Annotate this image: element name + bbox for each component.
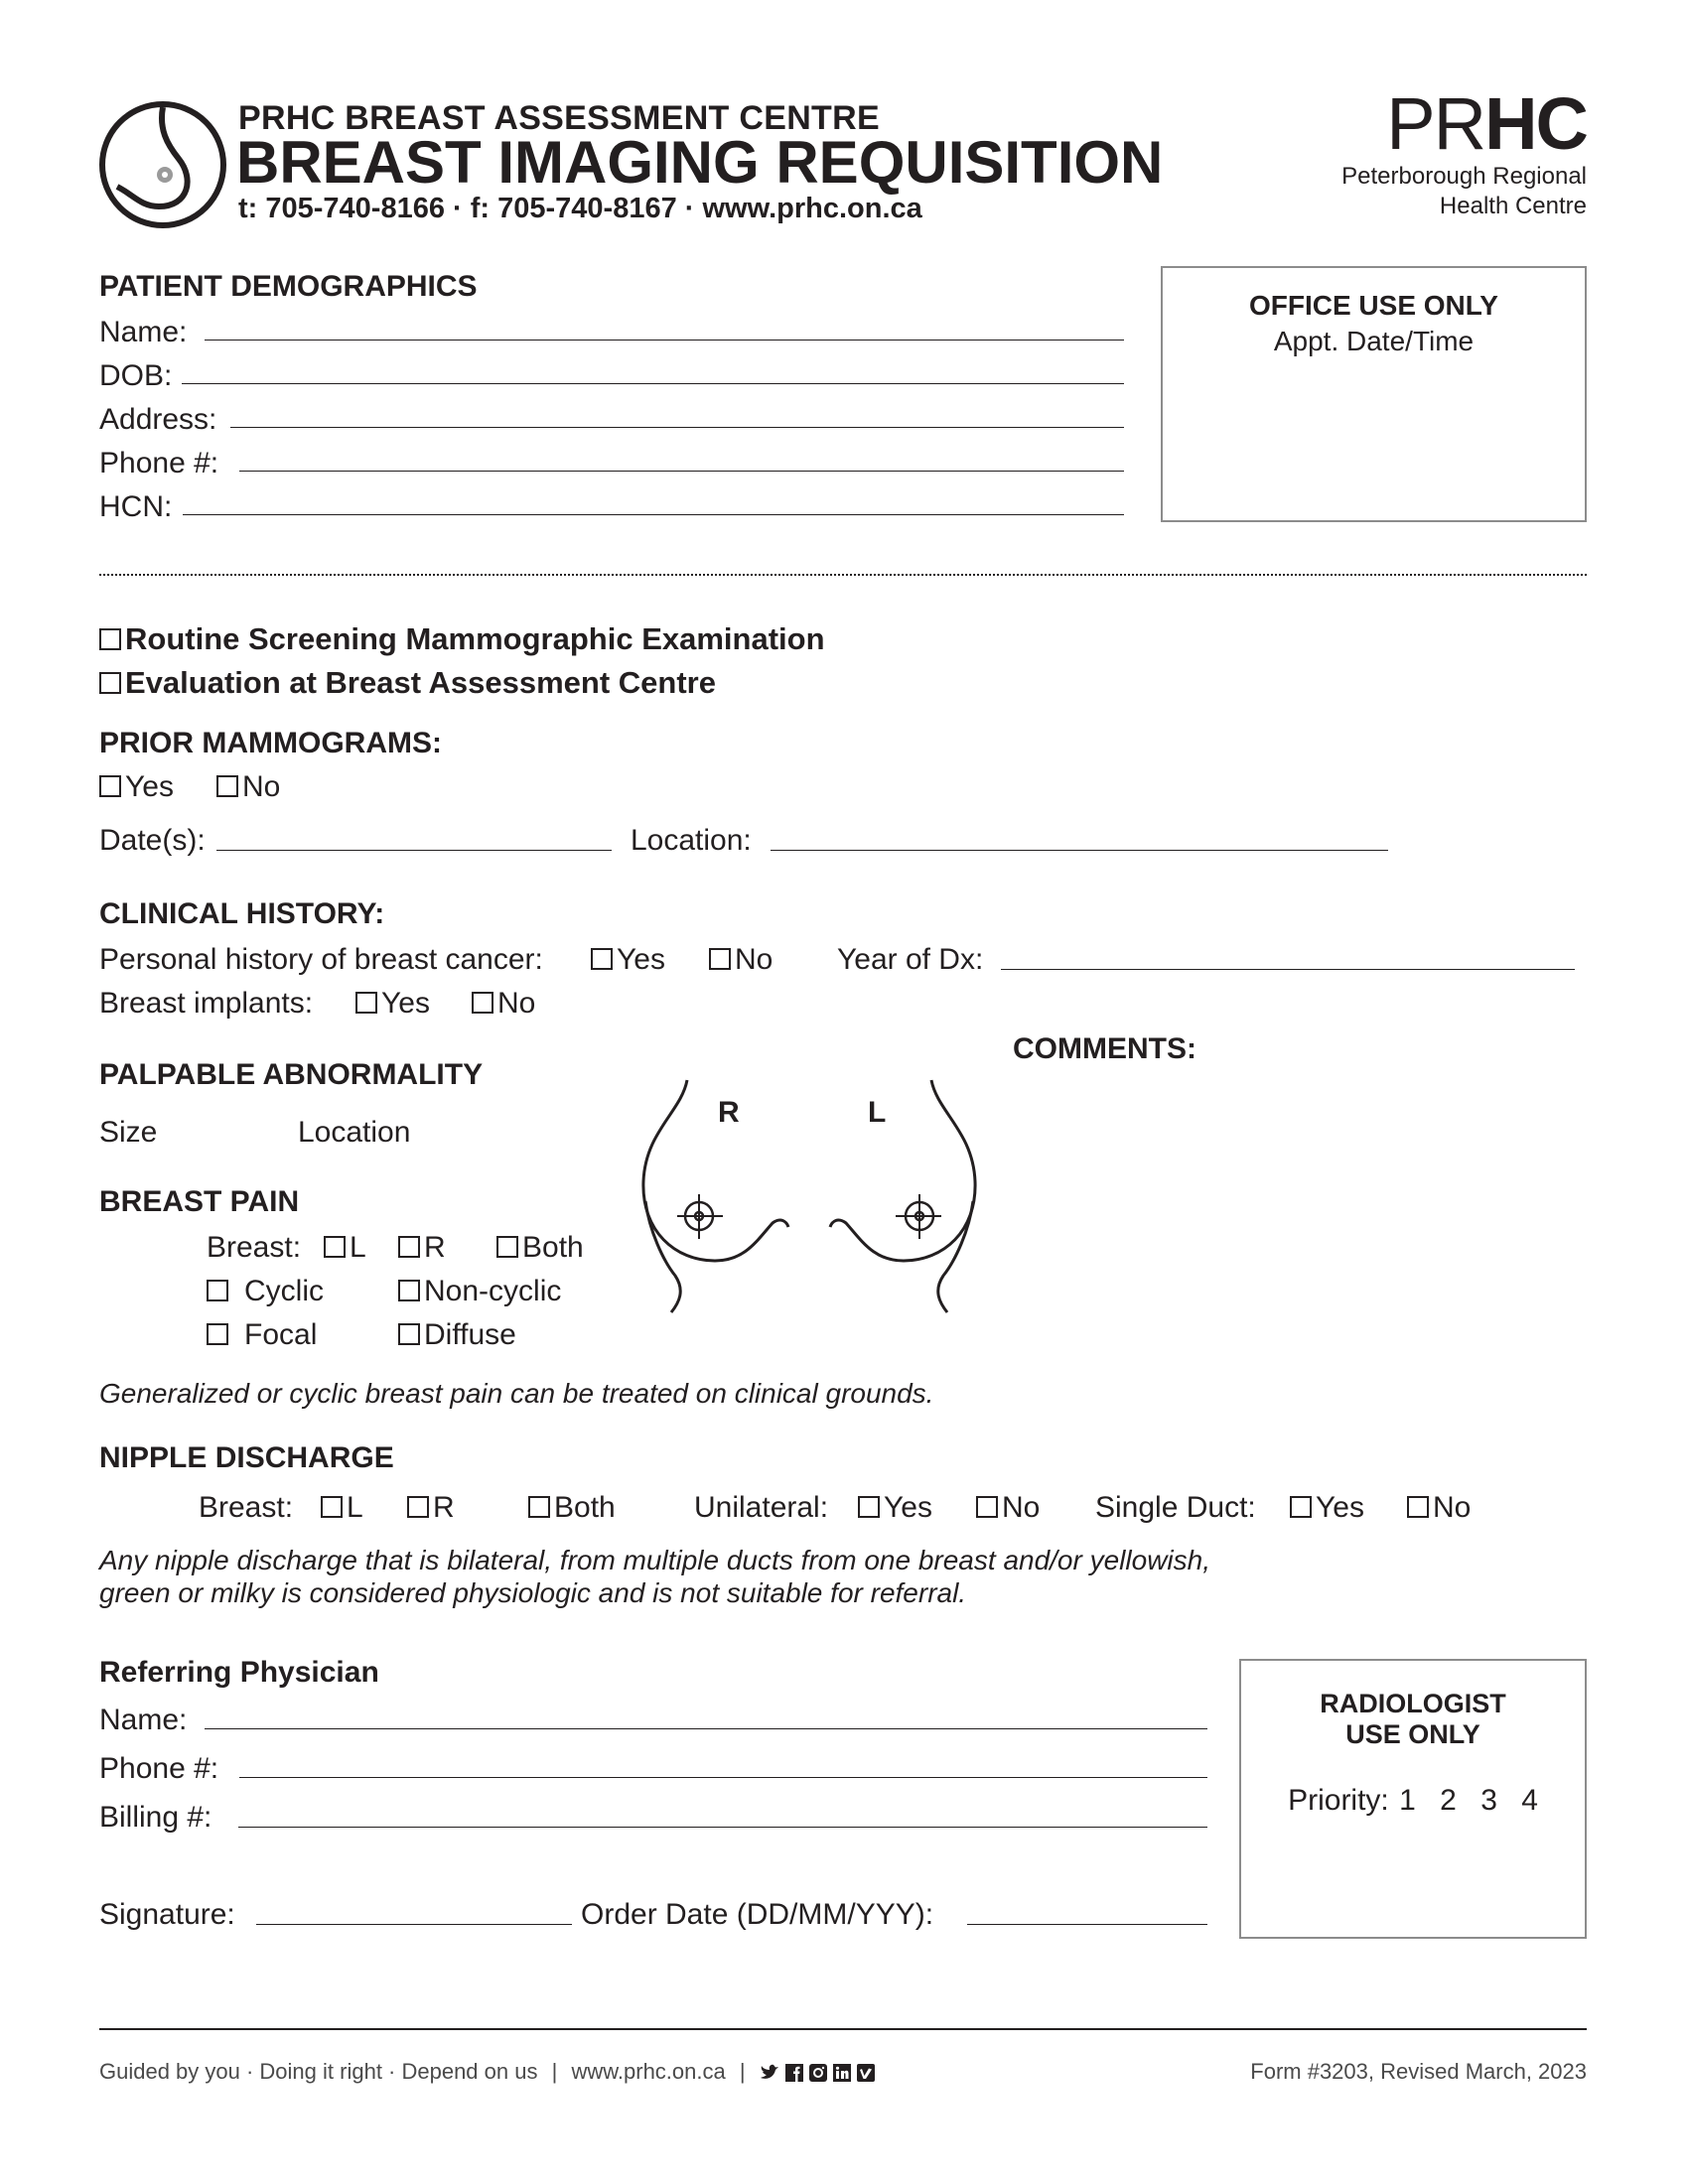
routine-option (99, 621, 825, 657)
prior-heading: PRIOR MAMMOGRAMS: (99, 727, 442, 759)
billing-field[interactable] (238, 1827, 1207, 1828)
pain-r-option (398, 1231, 446, 1265)
unilateral-no-checkbox[interactable] (976, 1496, 998, 1518)
office-use-title: OFFICE USE ONLY (1248, 290, 1498, 321)
unilateral-yes-label: Yes (884, 1491, 932, 1524)
pain-r-label: R (424, 1231, 446, 1264)
palpable-size-label: Size (99, 1116, 158, 1149)
prior-location-field[interactable] (771, 850, 1388, 851)
footer-separator: | (551, 2059, 558, 2084)
right-breast-outline (643, 1080, 788, 1261)
evaluation-option (99, 665, 716, 701)
personal-yes-label: Yes (617, 943, 665, 976)
unilateral-label: Unilateral: (694, 1491, 829, 1524)
discharge-l-label: L (347, 1491, 363, 1524)
personal-no-option (709, 943, 773, 977)
pain-focal-option (207, 1318, 317, 1352)
implants-yes-checkbox[interactable] (355, 992, 377, 1014)
palpable-location-label: Location (298, 1116, 411, 1149)
priority-1[interactable]: 1 (1399, 1784, 1416, 1817)
prior-no-label: No (242, 770, 281, 803)
discharge-r-checkbox[interactable] (407, 1496, 429, 1518)
single-no-checkbox[interactable] (1407, 1496, 1429, 1518)
logo-pr: PR (1386, 82, 1485, 165)
palpable-heading: PALPABLE ABNORMALITY (99, 1058, 484, 1091)
prior-no-option (216, 770, 280, 804)
order-date-label: Order Date (DD/MM/YYY): (581, 1898, 934, 1931)
social-icons (760, 2062, 876, 2088)
pain-cyclic-option (207, 1275, 324, 1308)
prior-dates-field[interactable] (216, 850, 612, 851)
footer-url[interactable]: www.prhc.on.ca (571, 2059, 726, 2084)
prior-yes-label: Yes (125, 770, 174, 803)
logo-sub2: Health Centre (1439, 193, 1587, 219)
pain-both-option (496, 1231, 584, 1265)
pain-both-label: Both (522, 1231, 584, 1264)
pain-l-label: L (350, 1231, 366, 1264)
diagram-r-label: R (718, 1096, 740, 1129)
signature-label: Signature: (99, 1898, 235, 1931)
demographics-heading: PATIENT DEMOGRAPHICS (99, 270, 478, 303)
pain-noncyclic-option (398, 1275, 561, 1308)
pain-note: Generalized or cyclic breast pain can be treated on clinical grounds. (99, 1378, 934, 1409)
priority-4[interactable]: 4 (1521, 1784, 1538, 1817)
name-field[interactable] (205, 340, 1124, 341)
pain-diffuse-label: Diffuse (424, 1318, 516, 1351)
physician-name-field[interactable] (205, 1728, 1207, 1729)
pain-noncyclic-label: Non-cyclic (424, 1275, 562, 1307)
footer-left (99, 2059, 875, 2088)
pain-l-checkbox[interactable] (324, 1236, 346, 1258)
priority-label: Priority: (1288, 1784, 1389, 1817)
form-number: Form #3203, Revised March, 2023 (1250, 2059, 1587, 2084)
form-title: BREAST IMAGING REQUISITION (236, 129, 1164, 196)
prior-yes-option (99, 770, 174, 804)
priority-row (1241, 1784, 1585, 1818)
prior-location-label: Location: (631, 824, 752, 857)
order-date-field[interactable] (967, 1924, 1207, 1925)
unilateral-no-label: No (1002, 1491, 1041, 1524)
pain-focal-label: Focal (244, 1318, 318, 1351)
unilateral-yes-checkbox[interactable] (858, 1496, 880, 1518)
pain-heading: BREAST PAIN (99, 1185, 300, 1218)
signature-field[interactable] (256, 1924, 572, 1925)
physician-heading: Referring Physician (99, 1656, 379, 1689)
pain-l-option (324, 1231, 366, 1265)
implants-no-checkbox[interactable] (472, 992, 493, 1014)
year-dx-field[interactable] (1001, 969, 1575, 970)
org-name: PRHC BREAST ASSESSMENT CENTRE (238, 99, 880, 137)
routine-checkbox[interactable] (99, 628, 121, 650)
implants-yes-option (355, 987, 430, 1021)
physician-phone-label: Phone #: (99, 1752, 219, 1785)
dotted-divider (99, 574, 1587, 576)
physician-phone-field[interactable] (239, 1777, 1207, 1778)
discharge-both-label: Both (554, 1491, 616, 1524)
diagram-l-label: L (868, 1096, 887, 1129)
vimeo-icon[interactable] (857, 2064, 875, 2082)
twitter-icon[interactable] (760, 2064, 779, 2082)
billing-label: Billing #: (99, 1801, 212, 1834)
physician-name-label: Name: (99, 1704, 188, 1736)
single-yes-label: Yes (1316, 1491, 1364, 1524)
pain-r-checkbox[interactable] (398, 1236, 420, 1258)
pain-both-checkbox[interactable] (496, 1236, 518, 1258)
discharge-note-line2: green or milky is considered physiologic and is not suitable for referral. (99, 1577, 967, 1608)
discharge-r-label: R (433, 1491, 455, 1524)
facebook-icon[interactable] (785, 2064, 803, 2082)
radiologist-title-line1: RADIOLOGIST (1320, 1689, 1506, 1718)
pain-breast-label: Breast: (207, 1231, 302, 1264)
address-field[interactable] (230, 427, 1124, 428)
priority-2[interactable]: 2 (1440, 1784, 1457, 1817)
breast-centre-logo (97, 99, 228, 230)
office-use-box (1161, 266, 1587, 522)
implants-yes-label: Yes (381, 987, 430, 1020)
single-duct-label: Single Duct: (1095, 1491, 1256, 1524)
evaluation-checkbox[interactable] (99, 672, 121, 694)
footer-rule (99, 2028, 1587, 2030)
discharge-note-line1: Any nipple discharge that is bilateral, from multiple ducts from one breast and/or yellowish, (99, 1545, 1210, 1575)
single-yes-checkbox[interactable] (1290, 1496, 1312, 1518)
address-label: Address: (99, 403, 217, 436)
pain-diffuse-option (398, 1318, 516, 1352)
linkedin-icon[interactable] (833, 2064, 851, 2082)
hcn-label: HCN: (99, 490, 173, 523)
pain-focal-checkbox[interactable] (207, 1323, 228, 1345)
prior-dates-label: Date(s): (99, 824, 206, 857)
prior-no-checkbox[interactable] (216, 775, 238, 797)
logo-sub1: Peterborough Regional (1341, 163, 1587, 190)
pain-noncyclic-checkbox[interactable] (398, 1280, 420, 1301)
implants-no-option (472, 987, 535, 1021)
breast-diagram (635, 1072, 983, 1320)
discharge-both-option (528, 1491, 616, 1525)
personal-yes-checkbox[interactable] (591, 948, 613, 970)
pain-cyclic-checkbox[interactable] (207, 1280, 228, 1301)
year-dx-label: Year of Dx: (837, 943, 984, 976)
comments-heading: COMMENTS: (1013, 1032, 1196, 1065)
logo-hc: HC (1484, 82, 1587, 165)
footer-separator: | (739, 2059, 746, 2084)
discharge-both-checkbox[interactable] (528, 1496, 550, 1518)
phone-label: Phone #: (99, 447, 219, 479)
discharge-r-option (407, 1491, 455, 1525)
routine-label: Routine Screening Mammographic Examination (125, 621, 825, 656)
discharge-l-checkbox[interactable] (321, 1496, 343, 1518)
dob-field[interactable] (182, 383, 1124, 384)
prior-yes-checkbox[interactable] (99, 775, 121, 797)
clinical-heading: CLINICAL HISTORY: (99, 897, 385, 930)
discharge-breast-label: Breast: (199, 1491, 294, 1524)
discharge-heading: NIPPLE DISCHARGE (99, 1441, 394, 1474)
prhc-logo (1341, 82, 1587, 220)
discharge-l-option (321, 1491, 363, 1525)
pain-diffuse-checkbox[interactable] (398, 1323, 420, 1345)
personal-history-label: Personal history of breast cancer: (99, 943, 543, 976)
phone-field[interactable] (239, 471, 1124, 472)
radiologist-title-line2: USE ONLY (1345, 1719, 1480, 1749)
appt-label: Appt. Date/Time (1273, 326, 1475, 356)
implants-label: Breast implants: (99, 987, 314, 1020)
personal-no-label: No (735, 943, 774, 976)
dob-label: DOB: (99, 359, 173, 392)
instagram-icon[interactable] (809, 2064, 827, 2082)
priority-3[interactable]: 3 (1480, 1784, 1497, 1817)
name-label: Name: (99, 316, 188, 348)
single-yes-option (1290, 1491, 1364, 1525)
radiologist-box (1239, 1659, 1587, 1939)
pain-cyclic-label: Cyclic (244, 1275, 324, 1307)
single-no-label: No (1433, 1491, 1472, 1524)
single-no-option (1407, 1491, 1471, 1525)
left-breast-outline (830, 1080, 975, 1261)
unilateral-no-option (976, 1491, 1040, 1525)
footer-tagline: Guided by you · Doing it right · Depend on us (99, 2059, 538, 2084)
implants-no-label: No (497, 987, 536, 1020)
hcn-field[interactable] (183, 514, 1124, 515)
unilateral-yes-option (858, 1491, 932, 1525)
personal-no-checkbox[interactable] (709, 948, 731, 970)
evaluation-label: Evaluation at Breast Assessment Centre (125, 665, 716, 700)
contact-line: t: 705-740-8166 · f: 705-740-8167 · www.prhc.on.ca (238, 193, 922, 224)
personal-yes-option (591, 943, 665, 977)
